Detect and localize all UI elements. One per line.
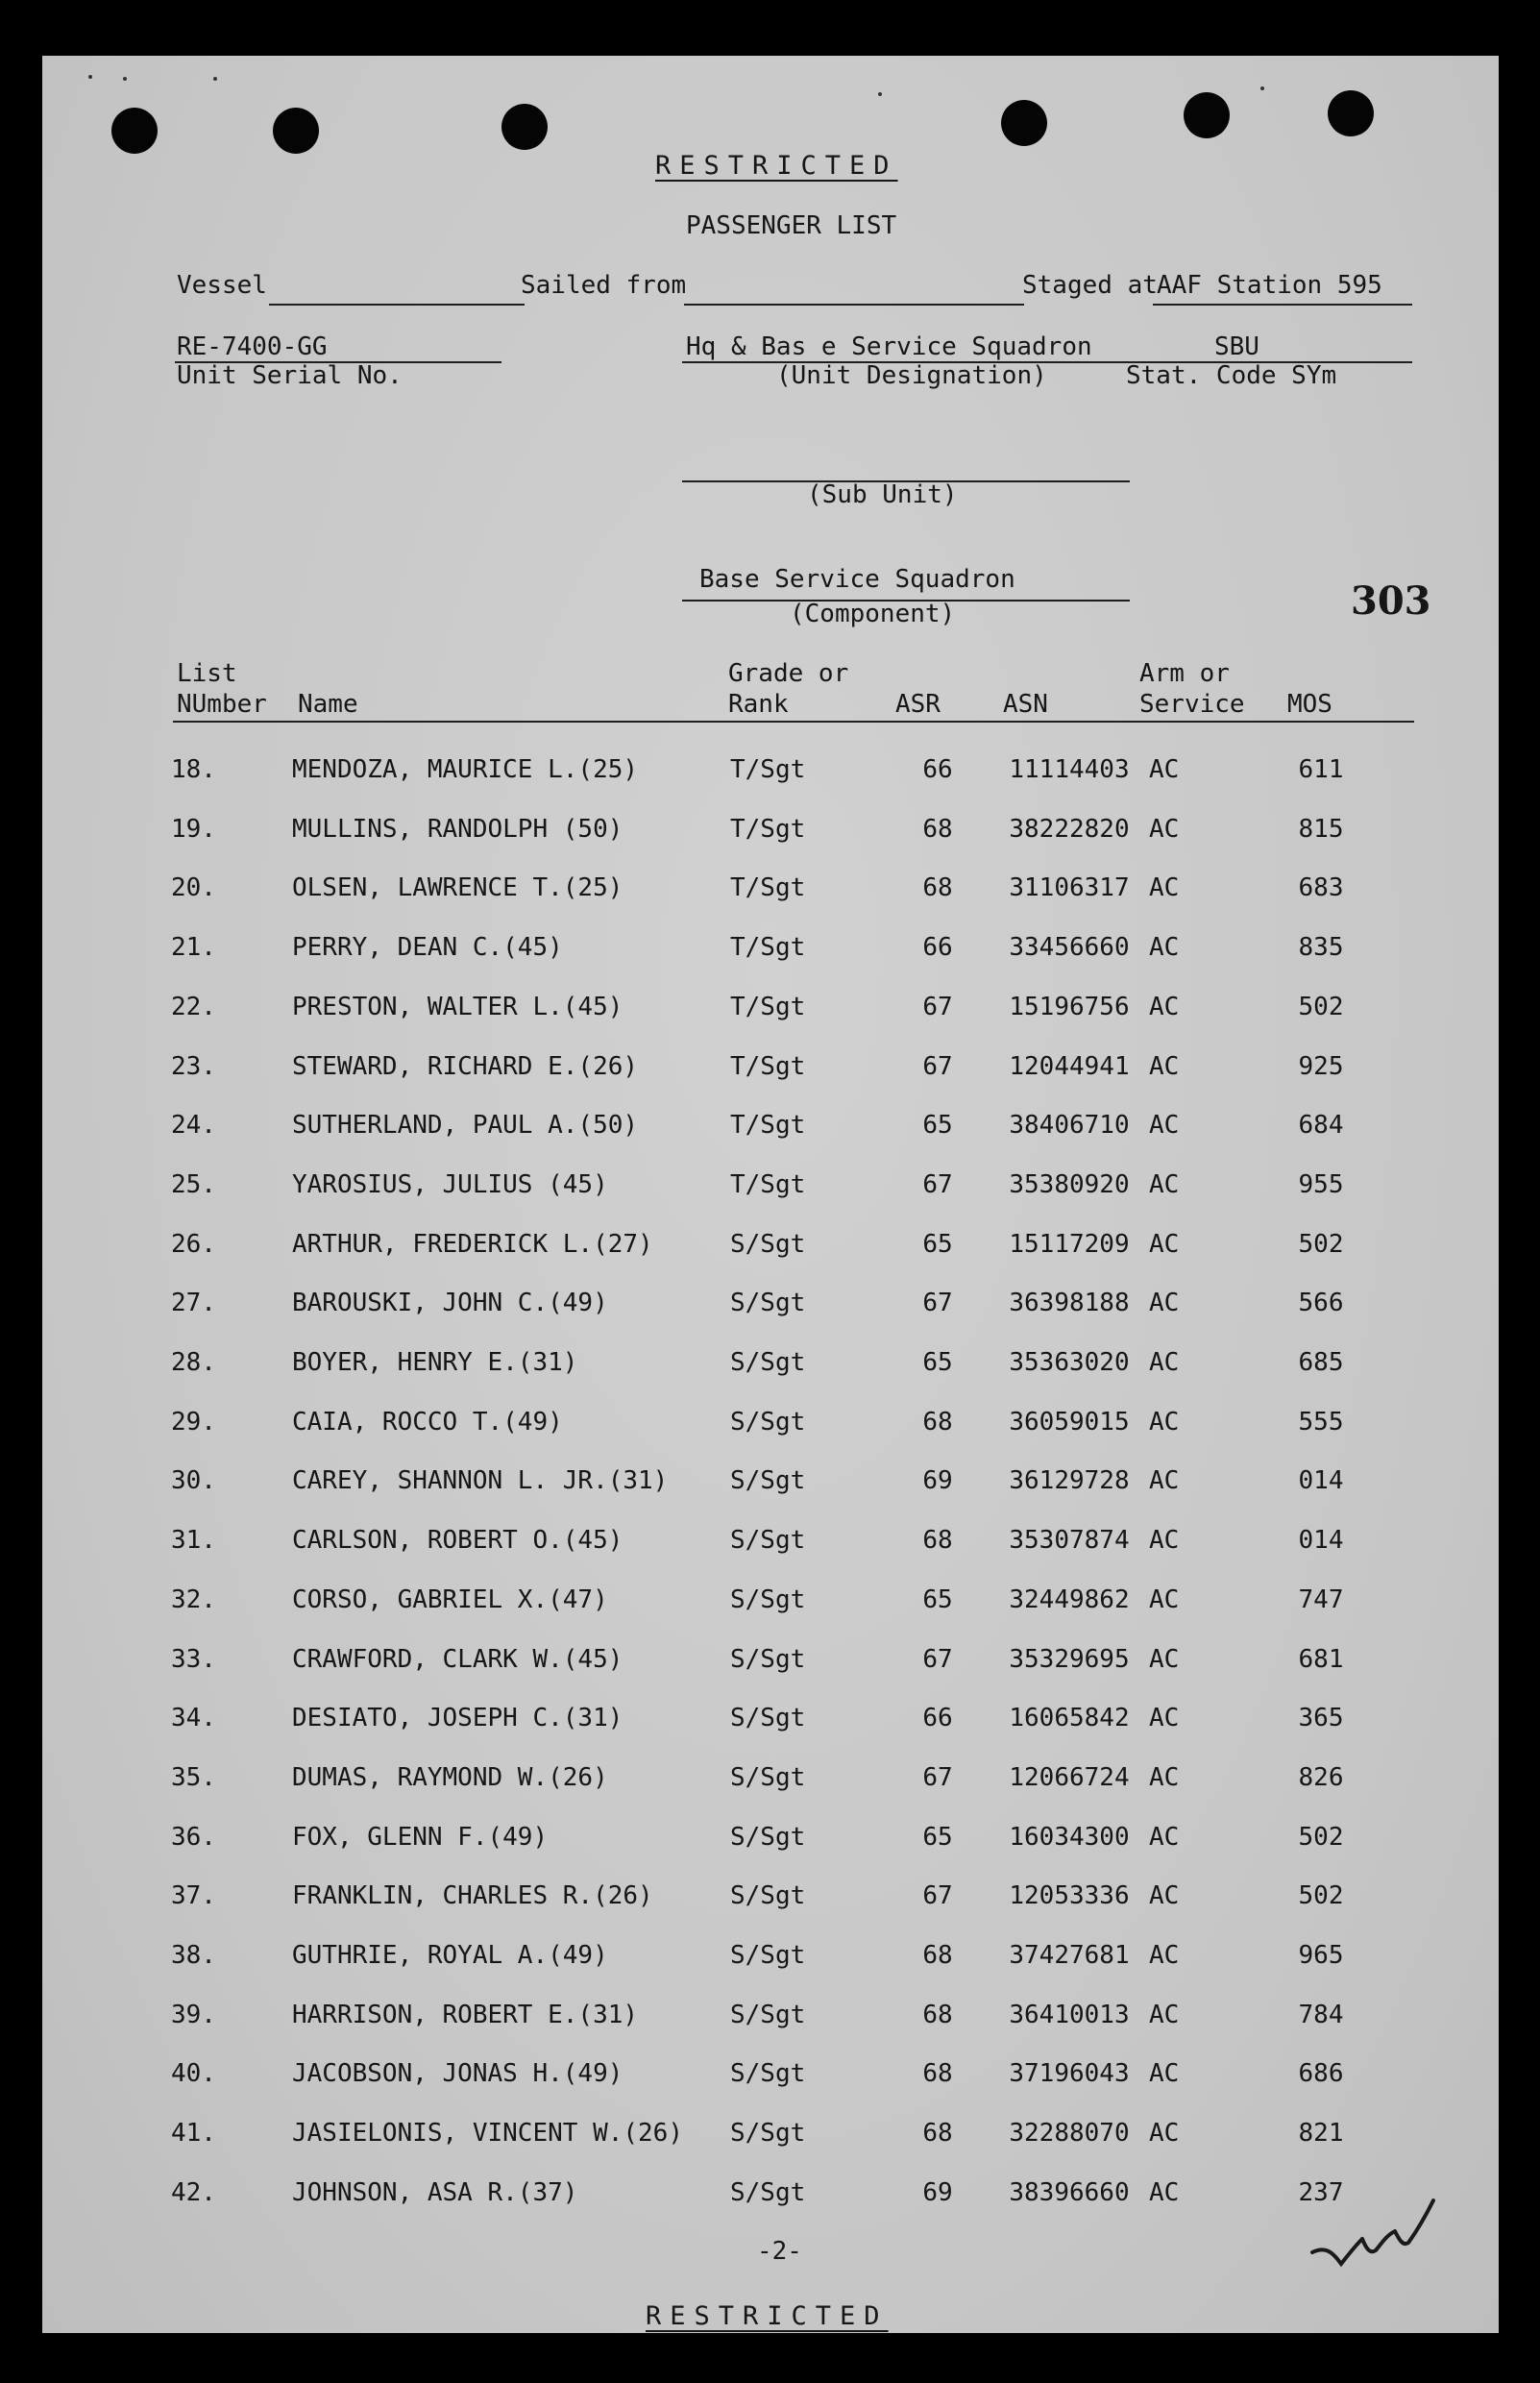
binder-hole bbox=[1328, 90, 1374, 136]
rank-cell: T/Sgt bbox=[730, 992, 806, 1021]
mos-cell: 502 bbox=[1298, 1822, 1344, 1852]
table-row bbox=[42, 873, 1499, 906]
mos-cell: 685 bbox=[1298, 1348, 1344, 1377]
list-number-cell: 27. bbox=[171, 1289, 216, 1318]
list-number-cell: 24. bbox=[171, 1111, 216, 1141]
mos-cell: 784 bbox=[1298, 2000, 1344, 2029]
asr-cell: 67 bbox=[922, 1881, 953, 1911]
asr-cell: 69 bbox=[922, 1466, 953, 1496]
arm-service-cell: AC bbox=[1149, 1704, 1180, 1733]
mos-cell: 566 bbox=[1298, 1289, 1344, 1318]
table-row bbox=[42, 1941, 1499, 1974]
asr-cell: 69 bbox=[922, 2177, 953, 2207]
asn-cell: 32288070 bbox=[1009, 2119, 1130, 2149]
name-cell: MENDOZA, MAURICE L.(25) bbox=[292, 755, 639, 784]
mos-cell: 611 bbox=[1298, 755, 1344, 784]
asr-cell: 67 bbox=[922, 1762, 953, 1792]
asn-cell: 32449862 bbox=[1009, 1585, 1130, 1614]
mos-cell: 965 bbox=[1298, 1941, 1344, 1970]
list-number-cell: 25. bbox=[171, 1169, 216, 1199]
rank-cell: S/Sgt bbox=[730, 1762, 806, 1792]
asn-cell: 35329695 bbox=[1009, 1644, 1130, 1674]
unit-designation-value: Hq & Bas e Service Squadron bbox=[686, 332, 1092, 361]
page-number: -2- bbox=[757, 2237, 802, 2266]
list-number-cell: 39. bbox=[171, 2000, 216, 2029]
rank-cell: T/Sgt bbox=[730, 1111, 806, 1141]
asn-cell: 12066724 bbox=[1009, 1762, 1130, 1792]
binder-hole bbox=[111, 108, 158, 154]
name-cell: SUTHERLAND, PAUL A.(50) bbox=[292, 1111, 639, 1141]
staged-at-line bbox=[1153, 304, 1412, 306]
rank-cell: S/Sgt bbox=[730, 1585, 806, 1614]
unit-designation-label: (Unit Designation) bbox=[776, 361, 1047, 390]
arm-service-cell: AC bbox=[1149, 1526, 1180, 1556]
asn-cell: 36059015 bbox=[1009, 1407, 1130, 1437]
table-row bbox=[42, 1823, 1499, 1855]
asn-cell: 12053336 bbox=[1009, 1881, 1130, 1911]
arm-service-cell: AC bbox=[1149, 992, 1180, 1021]
asr-cell: 68 bbox=[922, 873, 953, 903]
name-cell: DUMAS, RAYMOND W.(26) bbox=[292, 1762, 608, 1792]
asr-cell: 68 bbox=[922, 1407, 953, 1437]
rank-cell: S/Sgt bbox=[730, 2000, 806, 2029]
stat-code-value: SBU bbox=[1214, 332, 1259, 361]
component-label: (Component) bbox=[790, 600, 956, 628]
arm-service-cell: AC bbox=[1149, 2119, 1180, 2149]
asn-cell: 36398188 bbox=[1009, 1289, 1130, 1318]
mos-cell: 686 bbox=[1298, 2059, 1344, 2089]
mos-cell: 555 bbox=[1298, 1407, 1344, 1437]
asr-cell: 66 bbox=[922, 1704, 953, 1733]
asn-cell: 38222820 bbox=[1009, 814, 1130, 844]
mos-cell: 502 bbox=[1298, 1881, 1344, 1911]
table-row bbox=[42, 993, 1499, 1025]
arm-service-cell: AC bbox=[1149, 814, 1180, 844]
name-cell: GUTHRIE, ROYAL A.(49) bbox=[292, 1941, 608, 1970]
restricted-header: RESTRICTED bbox=[655, 151, 898, 181]
mos-cell: 683 bbox=[1298, 873, 1344, 903]
table-row bbox=[42, 1289, 1499, 1321]
list-number-cell: 28. bbox=[171, 1348, 216, 1377]
mos-cell: 747 bbox=[1298, 1585, 1344, 1614]
handwritten-initials bbox=[1307, 2197, 1451, 2273]
asn-cell: 36129728 bbox=[1009, 1466, 1130, 1496]
name-cell: JOHNSON, ASA R.(37) bbox=[292, 2177, 578, 2207]
mos-cell: 365 bbox=[1298, 1704, 1344, 1733]
mos-cell: 821 bbox=[1298, 2119, 1344, 2149]
mos-cell: 014 bbox=[1298, 1466, 1344, 1496]
asn-cell: 15117209 bbox=[1009, 1229, 1130, 1259]
name-cell: YAROSIUS, JULIUS (45) bbox=[292, 1169, 608, 1199]
table-row bbox=[42, 2001, 1499, 2033]
arm-service-cell: AC bbox=[1149, 1289, 1180, 1318]
asn-cell: 16034300 bbox=[1009, 1822, 1130, 1852]
binder-hole bbox=[501, 104, 548, 150]
rank-cell: S/Sgt bbox=[730, 1348, 806, 1377]
asn-cell: 37427681 bbox=[1009, 1941, 1130, 1970]
arm-service-cell: AC bbox=[1149, 1111, 1180, 1141]
binder-hole bbox=[1184, 92, 1230, 138]
arm-service-cell: AC bbox=[1149, 1644, 1180, 1674]
mos-cell: 502 bbox=[1298, 1229, 1344, 1259]
staged-at-value: AAF Station 595 bbox=[1157, 271, 1382, 300]
list-number-cell: 38. bbox=[171, 1941, 216, 1970]
arm-service-cell: AC bbox=[1149, 755, 1180, 784]
asn-cell: 35380920 bbox=[1009, 1169, 1130, 1199]
list-number-cell: 26. bbox=[171, 1229, 216, 1259]
name-cell: JACOBSON, JONAS H.(49) bbox=[292, 2059, 623, 2089]
asn-cell: 38396660 bbox=[1009, 2177, 1130, 2207]
rank-cell: S/Sgt bbox=[730, 2119, 806, 2149]
speck bbox=[123, 77, 127, 81]
asn-cell: 35363020 bbox=[1009, 1348, 1130, 1377]
arm-service-cell: AC bbox=[1149, 1229, 1180, 1259]
rank-cell: S/Sgt bbox=[730, 1941, 806, 1970]
rank-cell: T/Sgt bbox=[730, 933, 806, 963]
list-number-cell: 19. bbox=[171, 814, 216, 844]
list-number-cell: 30. bbox=[171, 1466, 216, 1496]
name-cell: OLSEN, LAWRENCE T.(25) bbox=[292, 873, 623, 903]
table-row bbox=[42, 1763, 1499, 1796]
asr-cell: 65 bbox=[922, 1229, 953, 1259]
table-row bbox=[42, 1526, 1499, 1559]
arm-service-cell: AC bbox=[1149, 1169, 1180, 1199]
asn-cell: 33456660 bbox=[1009, 933, 1130, 963]
unit-serial-label: Unit Serial No. bbox=[177, 361, 403, 390]
arm-service-cell: AC bbox=[1149, 1348, 1180, 1377]
list-number-cell: 18. bbox=[171, 755, 216, 784]
rank-cell: S/Sgt bbox=[730, 1881, 806, 1911]
asr-cell: 65 bbox=[922, 1822, 953, 1852]
mos-cell: 925 bbox=[1298, 1051, 1344, 1081]
asn-cell: 38406710 bbox=[1009, 1111, 1130, 1141]
asr-cell: 65 bbox=[922, 1348, 953, 1377]
rank-cell: S/Sgt bbox=[730, 1407, 806, 1437]
mos-cell: 835 bbox=[1298, 933, 1344, 963]
component-value: Base Service Squadron bbox=[699, 565, 1015, 594]
table-row bbox=[42, 1466, 1499, 1499]
rank-cell: S/Sgt bbox=[730, 1822, 806, 1852]
arm-service-cell: AC bbox=[1149, 2177, 1180, 2207]
mos-cell: 014 bbox=[1298, 1526, 1344, 1556]
document-page bbox=[42, 56, 1499, 2333]
arm-service-cell: AC bbox=[1149, 1585, 1180, 1614]
rank-cell: T/Sgt bbox=[730, 1051, 806, 1081]
asn-cell: 12044941 bbox=[1009, 1051, 1130, 1081]
mos-cell: 237 bbox=[1298, 2177, 1344, 2207]
name-cell: JASIELONIS, VINCENT W.(26) bbox=[292, 2119, 683, 2149]
header-name: Name bbox=[298, 690, 358, 719]
name-cell: FOX, GLENN F.(49) bbox=[292, 1822, 549, 1852]
asr-cell: 68 bbox=[922, 1526, 953, 1556]
rank-cell: T/Sgt bbox=[730, 873, 806, 903]
mos-cell: 681 bbox=[1298, 1644, 1344, 1674]
asr-cell: 67 bbox=[922, 1169, 953, 1199]
table-row bbox=[42, 755, 1499, 788]
name-cell: ARTHUR, FREDERICK L.(27) bbox=[292, 1229, 653, 1259]
header-mos: MOS bbox=[1287, 690, 1332, 719]
list-number-cell: 35. bbox=[171, 1762, 216, 1792]
mos-cell: 826 bbox=[1298, 1762, 1344, 1792]
table-row bbox=[42, 1348, 1499, 1381]
rank-cell: T/Sgt bbox=[730, 814, 806, 844]
asn-cell: 35307874 bbox=[1009, 1526, 1130, 1556]
rank-cell: S/Sgt bbox=[730, 2177, 806, 2207]
speck bbox=[878, 92, 882, 96]
asr-cell: 66 bbox=[922, 933, 953, 963]
table-row bbox=[42, 2059, 1499, 2092]
arm-service-cell: AC bbox=[1149, 1881, 1180, 1911]
rank-cell: T/Sgt bbox=[730, 1169, 806, 1199]
list-number-cell: 22. bbox=[171, 992, 216, 1021]
name-cell: MULLINS, RANDOLPH (50) bbox=[292, 814, 623, 844]
table-row bbox=[42, 815, 1499, 848]
binder-hole bbox=[1001, 100, 1047, 146]
unit-serial-value: RE-7400-GG bbox=[177, 332, 328, 361]
table-row bbox=[42, 1230, 1499, 1263]
list-number-cell: 33. bbox=[171, 1644, 216, 1674]
asn-cell: 31106317 bbox=[1009, 873, 1130, 903]
sailed-from-line bbox=[684, 304, 1024, 306]
table-row bbox=[42, 1881, 1499, 1914]
asn-cell: 11114403 bbox=[1009, 755, 1130, 784]
speck bbox=[88, 75, 92, 79]
asn-cell: 37196043 bbox=[1009, 2059, 1130, 2089]
asr-cell: 68 bbox=[922, 2119, 953, 2149]
header-asr: ASR bbox=[895, 690, 941, 719]
header-rule bbox=[173, 721, 1414, 723]
name-cell: CRAWFORD, CLARK W.(45) bbox=[292, 1644, 623, 1674]
asr-cell: 68 bbox=[922, 1941, 953, 1970]
speck bbox=[213, 77, 217, 81]
asr-cell: 68 bbox=[922, 2059, 953, 2089]
header-list-line1: List bbox=[177, 659, 237, 688]
name-cell: CAREY, SHANNON L. JR.(31) bbox=[292, 1466, 669, 1496]
list-number-cell: 32. bbox=[171, 1585, 216, 1614]
name-cell: STEWARD, RICHARD E.(26) bbox=[292, 1051, 639, 1081]
binder-hole bbox=[273, 108, 319, 154]
sub-unit-label: (Sub Unit) bbox=[807, 480, 958, 509]
arm-service-cell: AC bbox=[1149, 1051, 1180, 1081]
name-cell: CORSO, GABRIEL X.(47) bbox=[292, 1585, 608, 1614]
name-cell: CAIA, ROCCO T.(49) bbox=[292, 1407, 563, 1437]
asr-cell: 67 bbox=[922, 1289, 953, 1318]
rank-cell: S/Sgt bbox=[730, 2059, 806, 2089]
vessel-label: Vessel bbox=[177, 271, 267, 300]
rank-cell: S/Sgt bbox=[730, 1466, 806, 1496]
table-row bbox=[42, 1052, 1499, 1085]
name-cell: HARRISON, ROBERT E.(31) bbox=[292, 2000, 639, 2029]
name-cell: PRESTON, WALTER L.(45) bbox=[292, 992, 623, 1021]
table-row bbox=[42, 933, 1499, 966]
arm-service-cell: AC bbox=[1149, 873, 1180, 903]
list-number-cell: 36. bbox=[171, 1822, 216, 1852]
asr-cell: 68 bbox=[922, 814, 953, 844]
arm-service-cell: AC bbox=[1149, 933, 1180, 963]
header-asn: ASN bbox=[1003, 690, 1048, 719]
list-number-cell: 31. bbox=[171, 1526, 216, 1556]
asr-cell: 66 bbox=[922, 755, 953, 784]
mos-cell: 502 bbox=[1298, 992, 1344, 1021]
list-number-cell: 21. bbox=[171, 933, 216, 963]
sailed-from-label: Sailed from bbox=[521, 271, 687, 300]
name-cell: FRANKLIN, CHARLES R.(26) bbox=[292, 1881, 653, 1911]
rank-cell: T/Sgt bbox=[730, 755, 806, 784]
table-row bbox=[42, 1704, 1499, 1736]
asr-cell: 68 bbox=[922, 2000, 953, 2029]
asn-cell: 16065842 bbox=[1009, 1704, 1130, 1733]
mos-cell: 684 bbox=[1298, 1111, 1344, 1141]
speck bbox=[1260, 86, 1264, 90]
rank-cell: S/Sgt bbox=[730, 1704, 806, 1733]
asr-cell: 65 bbox=[922, 1585, 953, 1614]
list-number-cell: 29. bbox=[171, 1407, 216, 1437]
name-cell: PERRY, DEAN C.(45) bbox=[292, 933, 563, 963]
mos-cell: 955 bbox=[1298, 1169, 1344, 1199]
table-row bbox=[42, 1645, 1499, 1678]
table-row bbox=[42, 1408, 1499, 1440]
table-row bbox=[42, 2119, 1499, 2151]
asn-cell: 15196756 bbox=[1009, 992, 1130, 1021]
arm-service-cell: AC bbox=[1149, 2000, 1180, 2029]
stat-code-label: Stat. Code SYm bbox=[1126, 361, 1337, 390]
vessel-line bbox=[269, 304, 525, 306]
name-cell: DESIATO, JOSEPH C.(31) bbox=[292, 1704, 623, 1733]
name-cell: CARLSON, ROBERT O.(45) bbox=[292, 1526, 623, 1556]
asr-cell: 67 bbox=[922, 992, 953, 1021]
arm-service-cell: AC bbox=[1149, 1407, 1180, 1437]
name-cell: BOYER, HENRY E.(31) bbox=[292, 1348, 578, 1377]
page-title: PASSENGER LIST bbox=[686, 211, 897, 240]
rank-cell: S/Sgt bbox=[730, 1644, 806, 1674]
list-number-cell: 20. bbox=[171, 873, 216, 903]
table-row bbox=[42, 1170, 1499, 1203]
header-list-line2: NUmber bbox=[177, 690, 267, 719]
arm-service-cell: AC bbox=[1149, 1941, 1180, 1970]
arm-service-cell: AC bbox=[1149, 2059, 1180, 2089]
asr-cell: 67 bbox=[922, 1051, 953, 1081]
header-arm-line2: Service bbox=[1139, 690, 1245, 719]
list-number-cell: 37. bbox=[171, 1881, 216, 1911]
header-grade-line1: Grade or bbox=[728, 659, 849, 688]
header-arm-line1: Arm or bbox=[1139, 659, 1230, 688]
list-number-cell: 23. bbox=[171, 1051, 216, 1081]
list-number-cell: 40. bbox=[171, 2059, 216, 2089]
asn-cell: 36410013 bbox=[1009, 2000, 1130, 2029]
asr-cell: 65 bbox=[922, 1111, 953, 1141]
table-row bbox=[42, 2178, 1499, 2211]
table-row bbox=[42, 1111, 1499, 1143]
asr-cell: 67 bbox=[922, 1644, 953, 1674]
staged-at-label: Staged at bbox=[1022, 271, 1158, 300]
list-number-cell: 34. bbox=[171, 1704, 216, 1733]
restricted-footer: RESTRICTED bbox=[646, 2301, 889, 2331]
mos-cell: 815 bbox=[1298, 814, 1344, 844]
name-cell: BAROUSKI, JOHN C.(49) bbox=[292, 1289, 608, 1318]
rank-cell: S/Sgt bbox=[730, 1289, 806, 1318]
list-number-cell: 41. bbox=[171, 2119, 216, 2149]
rank-cell: S/Sgt bbox=[730, 1229, 806, 1259]
list-number-cell: 42. bbox=[171, 2177, 216, 2207]
table-row bbox=[42, 1585, 1499, 1618]
header-grade-line2: Rank bbox=[728, 690, 789, 719]
arm-service-cell: AC bbox=[1149, 1822, 1180, 1852]
page-stamp-number: 303 bbox=[1351, 578, 1431, 624]
arm-service-cell: AC bbox=[1149, 1466, 1180, 1496]
arm-service-cell: AC bbox=[1149, 1762, 1180, 1792]
rank-cell: S/Sgt bbox=[730, 1526, 806, 1556]
